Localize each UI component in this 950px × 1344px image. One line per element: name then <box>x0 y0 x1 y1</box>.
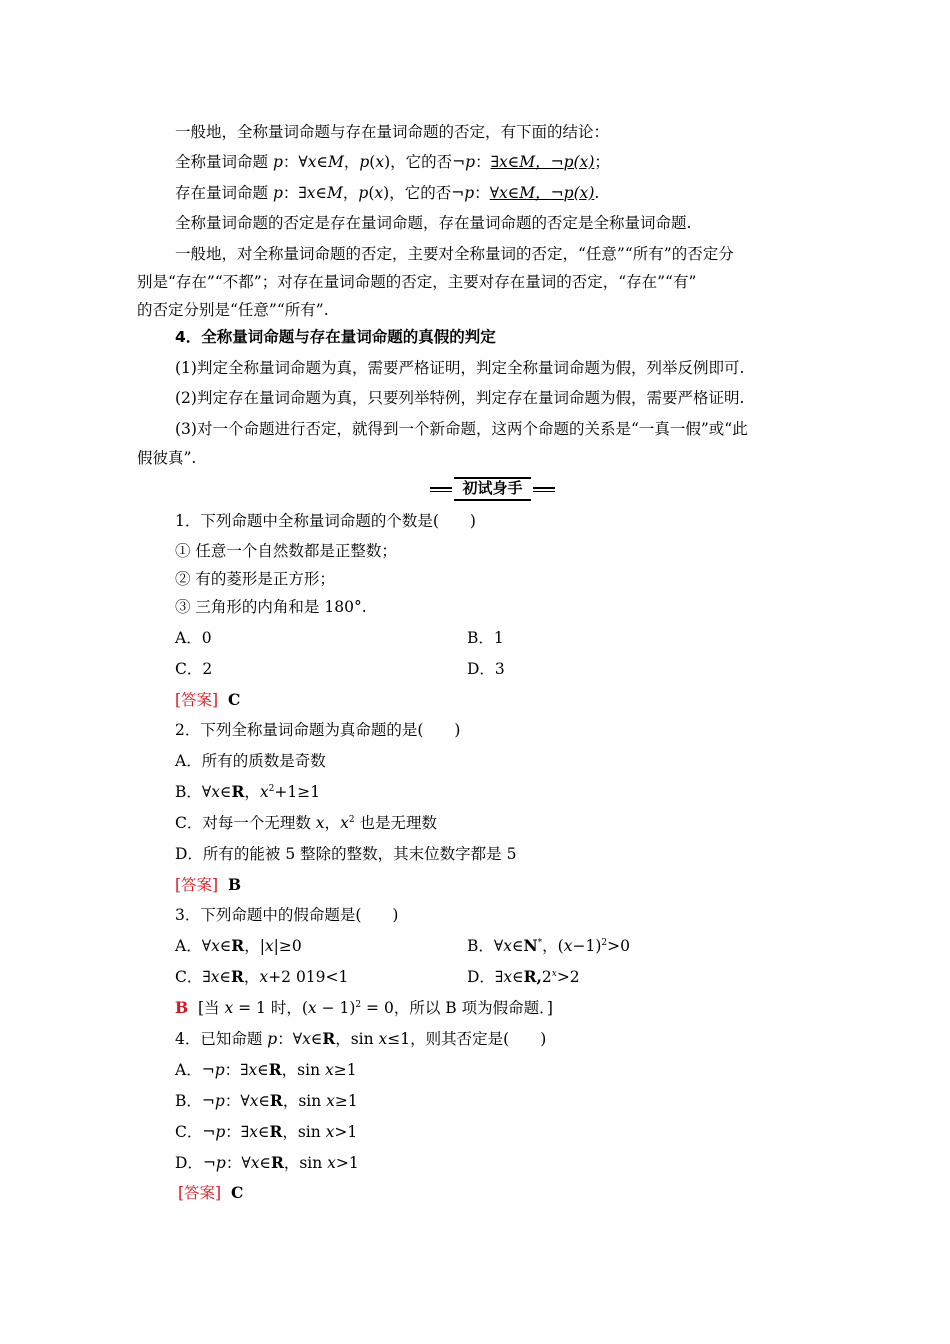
q1-option-c: C．2 <box>175 660 213 678</box>
answer-value: B <box>227 875 242 894</box>
q1-statement-1: ① 任意一个自然数都是正整数； <box>175 542 397 560</box>
intro-line-3: 存在量词命题 p：∃x∈M，p(x)，它的否¬p：∀x∈M，¬p(x). <box>175 184 600 202</box>
intro-line-7: 的否定分别是“任意”“所有”. <box>137 301 329 319</box>
answer-tag: [答案] <box>175 691 219 709</box>
q4-stem: 4．已知命题 p：∀x∈R，sin x≤1，则其否定是( ) <box>175 1029 547 1048</box>
banner-left-rule <box>430 487 452 489</box>
q2-option-a: A．所有的质数是奇数 <box>175 752 326 770</box>
q1-option-d: D．3 <box>467 660 505 678</box>
negation-blank-2: ∀x∈M， <box>489 184 551 202</box>
q4-answer <box>178 1183 243 1203</box>
section-4-point-3b: 假彼真”. <box>137 449 197 467</box>
answer-value: B <box>175 998 189 1017</box>
q4-option-a: A．¬p：∃x∈R，sin x≥1 <box>175 1060 357 1079</box>
q1-answer <box>175 690 240 710</box>
section-4-point-1: (1)判定全称量词命题为真，需要严格证明，判定全称量词命题为假，列举反例即可. <box>175 359 745 377</box>
q2-option-b: B．∀x∈R，$x^2+1\ge 1$ <box>175 782 321 801</box>
section-4-heading: 4．全称量词命题与存在量词命题的真假的判定 <box>175 328 496 346</box>
q3-option-d: D．$\exists x\in R,2^x>2$ <box>467 967 580 986</box>
q1-stem: 1．下列命题中全称量词命题的个数是( ) <box>175 512 476 530</box>
banner-title: 初试身手 <box>454 477 531 501</box>
q1-statement-3: ③ 三角形的内角和是 180°. <box>175 598 367 616</box>
answer-value: C <box>230 1183 244 1202</box>
q1-statement-2: ② 有的菱形是正方形； <box>175 570 335 588</box>
negation-blank-1: ∃x∈M， <box>490 153 551 171</box>
q2-stem: 2．下列全称量词命题为真命题的是( ) <box>175 721 461 739</box>
q3-option-a: A．∀x∈R，|x|≥0 <box>175 936 302 955</box>
q4-option-b: B．¬p：∀x∈R，sin x≥1 <box>175 1091 358 1110</box>
intro-line-2: 全称量词命题 p：∀x∈M，p(x)，它的否¬p：∃x∈M，¬p(x)； <box>175 153 610 171</box>
answer-tag: [答案] <box>178 1184 222 1202</box>
banner-right-rule <box>533 487 555 489</box>
section-4-point-2: (2)判定存在量词命题为真，只要列举特例，判定存在量词命题为假，需要严格证明. <box>175 389 745 407</box>
q2-option-d: D．所有的能被 5 整除的整数，其末位数字都是 5 <box>175 845 517 863</box>
answer-tag: [答案] <box>175 876 219 894</box>
intro-line-1: 一般地，全称量词命题与存在量词命题的否定，有下面的结论： <box>175 123 610 141</box>
answer-value: C <box>227 690 241 709</box>
q3-option-b: B．∀x∈N*，$(x-1)^2>0$ <box>467 936 630 955</box>
q2-option-c: C．对每一个无理数 x，$x^2$ 也是无理数 <box>175 814 437 832</box>
section-banner <box>430 477 555 499</box>
q3-answer <box>175 998 553 1018</box>
answer-explanation: [当 x = 1 时，$(x - 1)^2 = 0$，所以 B 项为假命题．] <box>197 999 553 1017</box>
intro-line-5: 一般地，对全称量词命题的否定，主要对全称量词的否定，“任意”“所有”的否定分 <box>175 245 734 263</box>
section-4-point-3a: (3)对一个命题进行否定，就得到一个新命题，这两个命题的关系是“一真一假”或“此 <box>175 420 748 438</box>
q4-option-d: D．¬p：∀x∈R，sin x>1 <box>175 1153 359 1172</box>
q1-option-a: A．0 <box>175 629 212 647</box>
intro-line-4: 全称量词命题的否定是存在量词命题，存在量词命题的否定是全称量词命题. <box>175 214 692 232</box>
intro-line-6: 别是“存在”“不都”；对存在量词命题的否定，主要对存在量词的否定，“存在”“有” <box>137 273 697 291</box>
q4-option-c: C．¬p：∃x∈R，sin x>1 <box>175 1122 358 1141</box>
q1-option-b: B．1 <box>467 629 504 647</box>
q2-answer <box>175 875 241 895</box>
q3-option-c: C．∃x∈R，x+2 019<1 <box>175 967 349 986</box>
q3-stem: 3．下列命题中的假命题是( ) <box>175 906 399 924</box>
